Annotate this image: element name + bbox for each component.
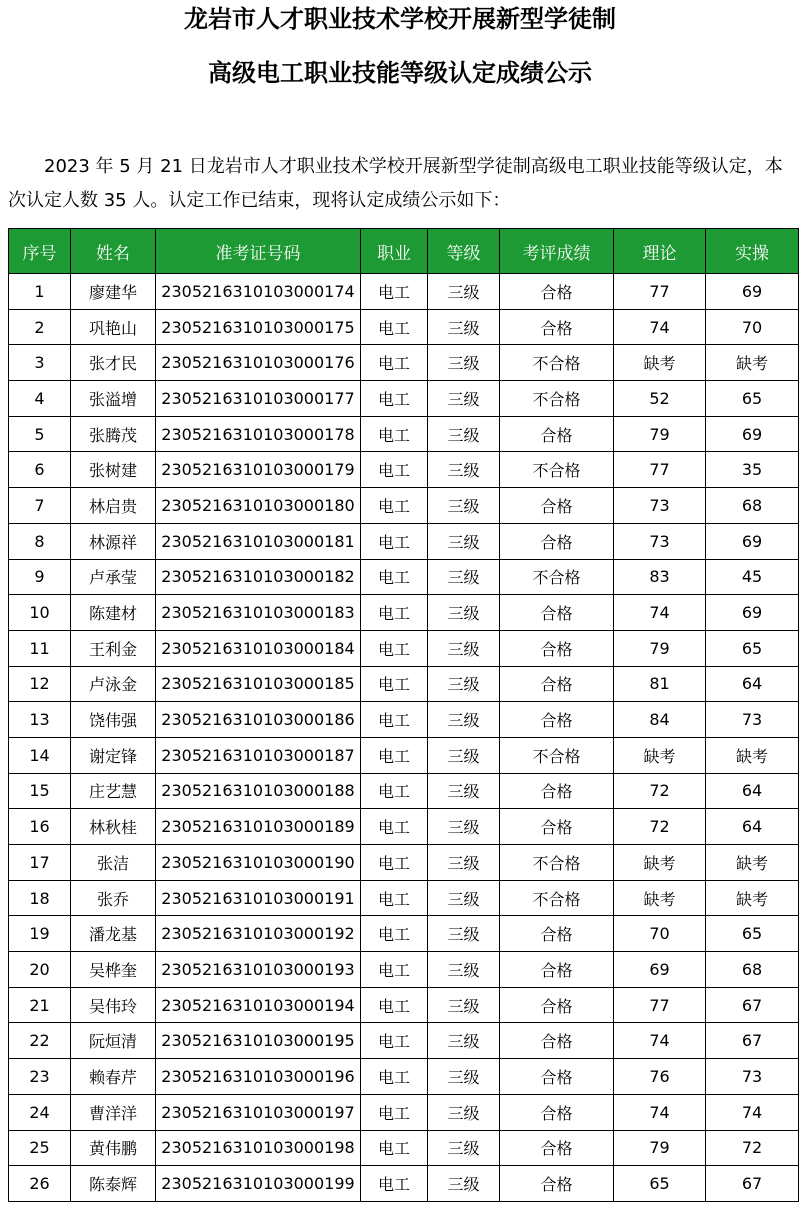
cell-practice: 45 xyxy=(706,559,799,595)
cell-occupation: 电工 xyxy=(361,1023,428,1059)
cell-name: 吴伟玲 xyxy=(71,987,156,1023)
cell-theory: 缺考 xyxy=(614,737,706,773)
table-row xyxy=(9,952,799,988)
table-row xyxy=(9,666,799,702)
cell-theory: 79 xyxy=(614,1130,706,1166)
cell-practice: 64 xyxy=(706,666,799,702)
cell-exam-id: 2305216310103000174 xyxy=(156,274,361,310)
cell-name: 张才民 xyxy=(71,345,156,381)
cell-exam-id: 2305216310103000175 xyxy=(156,309,361,345)
cell-practice: 68 xyxy=(706,488,799,524)
cell-result: 不合格 xyxy=(500,381,614,417)
cell-occupation: 电工 xyxy=(361,595,428,631)
cell-level: 三级 xyxy=(428,987,500,1023)
cell-exam-id: 2305216310103000182 xyxy=(156,559,361,595)
cell-level: 三级 xyxy=(428,880,500,916)
table-row xyxy=(9,345,799,381)
table-row xyxy=(9,1023,799,1059)
cell-practice: 69 xyxy=(706,416,799,452)
cell-result: 合格 xyxy=(500,987,614,1023)
intro-paragraph: 2023 年 5 月 21 日龙岩市人才职业技术学校开展新型学徒制高级电工职业技能等级认定，本次认定人数 35 人。认定工作已结束，现将认定成绩公示如下： xyxy=(8,156,783,211)
cell-occupation: 电工 xyxy=(361,274,428,310)
cell-no: 9 xyxy=(9,559,71,595)
cell-no: 11 xyxy=(9,630,71,666)
cell-occupation: 电工 xyxy=(361,773,428,809)
cell-theory: 70 xyxy=(614,916,706,952)
cell-name: 陈建材 xyxy=(71,595,156,631)
cell-theory: 79 xyxy=(614,630,706,666)
table-row xyxy=(9,773,799,809)
cell-level: 三级 xyxy=(428,559,500,595)
cell-result: 合格 xyxy=(500,1059,614,1095)
column-header-level: 等级 xyxy=(428,229,500,274)
score-table xyxy=(8,228,799,1202)
cell-level: 三级 xyxy=(428,773,500,809)
cell-exam-id: 2305216310103000186 xyxy=(156,702,361,738)
cell-exam-id: 2305216310103000195 xyxy=(156,1023,361,1059)
cell-name: 赖春芹 xyxy=(71,1059,156,1095)
cell-result: 合格 xyxy=(500,309,614,345)
cell-exam-id: 2305216310103000177 xyxy=(156,381,361,417)
cell-result: 不合格 xyxy=(500,845,614,881)
cell-no: 2 xyxy=(9,309,71,345)
cell-level: 三级 xyxy=(428,630,500,666)
cell-no: 1 xyxy=(9,274,71,310)
table-row xyxy=(9,702,799,738)
cell-result: 合格 xyxy=(500,1023,614,1059)
cell-exam-id: 2305216310103000193 xyxy=(156,952,361,988)
cell-occupation: 电工 xyxy=(361,1166,428,1202)
cell-practice: 67 xyxy=(706,1023,799,1059)
cell-exam-id: 2305216310103000184 xyxy=(156,630,361,666)
cell-no: 7 xyxy=(9,488,71,524)
cell-no: 3 xyxy=(9,345,71,381)
cell-theory: 74 xyxy=(614,595,706,631)
cell-level: 三级 xyxy=(428,523,500,559)
cell-level: 三级 xyxy=(428,309,500,345)
cell-exam-id: 2305216310103000185 xyxy=(156,666,361,702)
column-header-theory: 理论 xyxy=(614,229,706,274)
cell-occupation: 电工 xyxy=(361,523,428,559)
cell-result: 不合格 xyxy=(500,345,614,381)
cell-no: 8 xyxy=(9,523,71,559)
cell-no: 18 xyxy=(9,880,71,916)
cell-result: 不合格 xyxy=(500,559,614,595)
cell-no: 4 xyxy=(9,381,71,417)
column-header-name: 姓名 xyxy=(71,229,156,274)
cell-name: 张树建 xyxy=(71,452,156,488)
cell-occupation: 电工 xyxy=(361,309,428,345)
cell-level: 三级 xyxy=(428,274,500,310)
cell-no: 13 xyxy=(9,702,71,738)
cell-exam-id: 2305216310103000192 xyxy=(156,916,361,952)
cell-result: 合格 xyxy=(500,952,614,988)
cell-exam-id: 2305216310103000187 xyxy=(156,737,361,773)
cell-name: 庄艺慧 xyxy=(71,773,156,809)
table-row xyxy=(9,1130,799,1166)
cell-practice: 70 xyxy=(706,309,799,345)
cell-occupation: 电工 xyxy=(361,488,428,524)
cell-level: 三级 xyxy=(428,809,500,845)
cell-theory: 73 xyxy=(614,523,706,559)
cell-no: 5 xyxy=(9,416,71,452)
cell-practice: 68 xyxy=(706,952,799,988)
cell-no: 15 xyxy=(9,773,71,809)
cell-name: 张腾茂 xyxy=(71,416,156,452)
cell-occupation: 电工 xyxy=(361,702,428,738)
cell-occupation: 电工 xyxy=(361,452,428,488)
cell-theory: 83 xyxy=(614,559,706,595)
cell-no: 23 xyxy=(9,1059,71,1095)
cell-occupation: 电工 xyxy=(361,559,428,595)
table-row xyxy=(9,880,799,916)
cell-level: 三级 xyxy=(428,666,500,702)
table-row xyxy=(9,309,799,345)
cell-name: 林秋桂 xyxy=(71,809,156,845)
cell-theory: 73 xyxy=(614,488,706,524)
cell-result: 不合格 xyxy=(500,880,614,916)
table-row xyxy=(9,987,799,1023)
cell-theory: 52 xyxy=(614,381,706,417)
cell-practice: 65 xyxy=(706,916,799,952)
table-row xyxy=(9,1059,799,1095)
cell-name: 巩艳山 xyxy=(71,309,156,345)
cell-name: 张洁 xyxy=(71,845,156,881)
cell-practice: 69 xyxy=(706,523,799,559)
cell-theory: 缺考 xyxy=(614,880,706,916)
cell-exam-id: 2305216310103000181 xyxy=(156,523,361,559)
cell-no: 24 xyxy=(9,1094,71,1130)
table-row xyxy=(9,595,799,631)
cell-practice: 73 xyxy=(706,1059,799,1095)
table-row xyxy=(9,809,799,845)
cell-level: 三级 xyxy=(428,381,500,417)
cell-level: 三级 xyxy=(428,488,500,524)
cell-theory: 76 xyxy=(614,1059,706,1095)
cell-practice: 缺考 xyxy=(706,345,799,381)
cell-practice: 缺考 xyxy=(706,845,799,881)
cell-level: 三级 xyxy=(428,1130,500,1166)
cell-no: 19 xyxy=(9,916,71,952)
cell-occupation: 电工 xyxy=(361,809,428,845)
cell-theory: 77 xyxy=(614,274,706,310)
cell-exam-id: 2305216310103000191 xyxy=(156,880,361,916)
cell-theory: 79 xyxy=(614,416,706,452)
cell-occupation: 电工 xyxy=(361,987,428,1023)
column-header-exam-id: 准考证号码 xyxy=(156,229,361,274)
cell-name: 阮烜清 xyxy=(71,1023,156,1059)
cell-practice: 缺考 xyxy=(706,880,799,916)
cell-result: 合格 xyxy=(500,1094,614,1130)
cell-exam-id: 2305216310103000183 xyxy=(156,595,361,631)
cell-result: 合格 xyxy=(500,630,614,666)
cell-practice: 65 xyxy=(706,381,799,417)
table-row xyxy=(9,523,799,559)
cell-occupation: 电工 xyxy=(361,916,428,952)
cell-practice: 65 xyxy=(706,630,799,666)
cell-name: 王利金 xyxy=(71,630,156,666)
column-header-practice: 实操 xyxy=(706,229,799,274)
page-title-line-2: 高级电工职业技能等级认定成绩公示 xyxy=(208,59,592,87)
cell-exam-id: 2305216310103000189 xyxy=(156,809,361,845)
column-header-occupation: 职业 xyxy=(361,229,428,274)
cell-exam-id: 2305216310103000194 xyxy=(156,987,361,1023)
table-row xyxy=(9,630,799,666)
cell-occupation: 电工 xyxy=(361,880,428,916)
cell-result: 合格 xyxy=(500,274,614,310)
cell-theory: 84 xyxy=(614,702,706,738)
table-row xyxy=(9,559,799,595)
cell-level: 三级 xyxy=(428,737,500,773)
cell-occupation: 电工 xyxy=(361,416,428,452)
cell-result: 合格 xyxy=(500,595,614,631)
cell-practice: 67 xyxy=(706,1166,799,1202)
table-row xyxy=(9,1094,799,1130)
cell-level: 三级 xyxy=(428,952,500,988)
cell-level: 三级 xyxy=(428,1023,500,1059)
cell-name: 潘龙基 xyxy=(71,916,156,952)
cell-exam-id: 2305216310103000198 xyxy=(156,1130,361,1166)
cell-exam-id: 2305216310103000179 xyxy=(156,452,361,488)
cell-name: 廖建华 xyxy=(71,274,156,310)
cell-level: 三级 xyxy=(428,916,500,952)
cell-result: 合格 xyxy=(500,523,614,559)
cell-result: 合格 xyxy=(500,809,614,845)
cell-level: 三级 xyxy=(428,452,500,488)
cell-result: 合格 xyxy=(500,1166,614,1202)
cell-name: 林源祥 xyxy=(71,523,156,559)
cell-theory: 77 xyxy=(614,987,706,1023)
cell-no: 22 xyxy=(9,1023,71,1059)
cell-name: 张乔 xyxy=(71,880,156,916)
cell-name: 谢定锋 xyxy=(71,737,156,773)
cell-theory: 缺考 xyxy=(614,845,706,881)
cell-exam-id: 2305216310103000199 xyxy=(156,1166,361,1202)
table-row xyxy=(9,845,799,881)
cell-exam-id: 2305216310103000190 xyxy=(156,845,361,881)
cell-name: 饶伟强 xyxy=(71,702,156,738)
cell-name: 吴桦奎 xyxy=(71,952,156,988)
cell-result: 不合格 xyxy=(500,452,614,488)
cell-occupation: 电工 xyxy=(361,1130,428,1166)
cell-exam-id: 2305216310103000197 xyxy=(156,1094,361,1130)
cell-level: 三级 xyxy=(428,345,500,381)
cell-practice: 缺考 xyxy=(706,737,799,773)
column-header-result: 考评成绩 xyxy=(500,229,614,274)
cell-practice: 64 xyxy=(706,773,799,809)
cell-result: 合格 xyxy=(500,1130,614,1166)
cell-name: 陈泰辉 xyxy=(71,1166,156,1202)
cell-occupation: 电工 xyxy=(361,630,428,666)
cell-occupation: 电工 xyxy=(361,381,428,417)
cell-exam-id: 2305216310103000188 xyxy=(156,773,361,809)
cell-theory: 74 xyxy=(614,1094,706,1130)
table-row xyxy=(9,737,799,773)
cell-theory: 74 xyxy=(614,309,706,345)
cell-exam-id: 2305216310103000178 xyxy=(156,416,361,452)
cell-theory: 77 xyxy=(614,452,706,488)
table-row xyxy=(9,1166,799,1202)
cell-no: 17 xyxy=(9,845,71,881)
cell-occupation: 电工 xyxy=(361,845,428,881)
cell-exam-id: 2305216310103000196 xyxy=(156,1059,361,1095)
cell-level: 三级 xyxy=(428,1166,500,1202)
cell-theory: 72 xyxy=(614,773,706,809)
cell-no: 10 xyxy=(9,595,71,631)
cell-practice: 72 xyxy=(706,1130,799,1166)
cell-occupation: 电工 xyxy=(361,1059,428,1095)
cell-theory: 74 xyxy=(614,1023,706,1059)
cell-exam-id: 2305216310103000176 xyxy=(156,345,361,381)
cell-occupation: 电工 xyxy=(361,666,428,702)
cell-occupation: 电工 xyxy=(361,737,428,773)
cell-name: 黄伟鹏 xyxy=(71,1130,156,1166)
cell-practice: 69 xyxy=(706,274,799,310)
cell-practice: 67 xyxy=(706,987,799,1023)
cell-occupation: 电工 xyxy=(361,952,428,988)
cell-no: 25 xyxy=(9,1130,71,1166)
cell-theory: 81 xyxy=(614,666,706,702)
cell-theory: 缺考 xyxy=(614,345,706,381)
cell-level: 三级 xyxy=(428,1059,500,1095)
cell-no: 12 xyxy=(9,666,71,702)
cell-exam-id: 2305216310103000180 xyxy=(156,488,361,524)
table-row xyxy=(9,452,799,488)
cell-theory: 72 xyxy=(614,809,706,845)
cell-no: 16 xyxy=(9,809,71,845)
table-row xyxy=(9,274,799,310)
cell-occupation: 电工 xyxy=(361,1094,428,1130)
cell-level: 三级 xyxy=(428,845,500,881)
cell-practice: 73 xyxy=(706,702,799,738)
cell-result: 合格 xyxy=(500,702,614,738)
cell-level: 三级 xyxy=(428,1094,500,1130)
cell-theory: 65 xyxy=(614,1166,706,1202)
table-row xyxy=(9,488,799,524)
cell-no: 6 xyxy=(9,452,71,488)
cell-level: 三级 xyxy=(428,595,500,631)
cell-no: 26 xyxy=(9,1166,71,1202)
cell-name: 张溢增 xyxy=(71,381,156,417)
cell-practice: 69 xyxy=(706,595,799,631)
cell-practice: 35 xyxy=(706,452,799,488)
table-header-row xyxy=(9,229,799,274)
table-body xyxy=(9,274,799,1202)
cell-practice: 74 xyxy=(706,1094,799,1130)
cell-name: 卢承莹 xyxy=(71,559,156,595)
cell-no: 14 xyxy=(9,737,71,773)
cell-result: 合格 xyxy=(500,916,614,952)
cell-theory: 69 xyxy=(614,952,706,988)
cell-name: 曹洋洋 xyxy=(71,1094,156,1130)
table-row xyxy=(9,381,799,417)
cell-result: 合格 xyxy=(500,773,614,809)
cell-level: 三级 xyxy=(428,416,500,452)
cell-result: 不合格 xyxy=(500,737,614,773)
table-row xyxy=(9,416,799,452)
cell-result: 合格 xyxy=(500,488,614,524)
table-row xyxy=(9,916,799,952)
cell-name: 卢泳金 xyxy=(71,666,156,702)
column-header-no: 序号 xyxy=(9,229,71,274)
cell-level: 三级 xyxy=(428,702,500,738)
cell-result: 合格 xyxy=(500,416,614,452)
page-title-line-1: 龙岩市人才职业技术学校开展新型学徒制 xyxy=(184,5,616,33)
cell-result: 合格 xyxy=(500,666,614,702)
cell-no: 21 xyxy=(9,987,71,1023)
cell-name: 林启贵 xyxy=(71,488,156,524)
cell-occupation: 电工 xyxy=(361,345,428,381)
cell-no: 20 xyxy=(9,952,71,988)
cell-practice: 64 xyxy=(706,809,799,845)
